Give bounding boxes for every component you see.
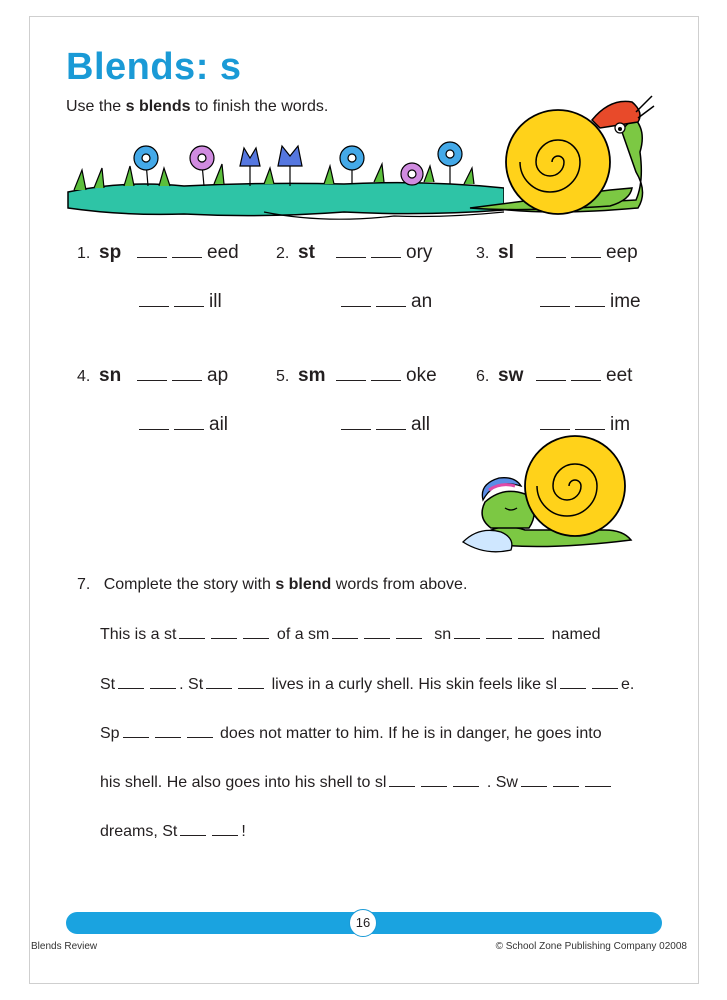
blank-line[interactable]: [139, 292, 169, 307]
story-line-1: This is a st of a sm sn named: [100, 626, 601, 643]
blank-line[interactable]: [155, 725, 181, 738]
blank-line[interactable]: [212, 823, 238, 836]
blank-line[interactable]: [238, 676, 264, 689]
exercise-4-second: [139, 414, 228, 436]
footer-right: © School Zone Publishing Company 02008: [495, 941, 687, 952]
blank-line[interactable]: [150, 676, 176, 689]
word-ending: eed: [207, 242, 239, 263]
blank-line[interactable]: [585, 774, 611, 787]
exercise-2: [276, 242, 432, 264]
blank-line[interactable]: [571, 366, 601, 381]
exercise-3: [476, 242, 638, 264]
word-ending: oke: [406, 365, 437, 386]
blank-line[interactable]: [243, 626, 269, 639]
blank-line[interactable]: [575, 292, 605, 307]
exercise-3-second: [540, 291, 641, 313]
blank-line[interactable]: [553, 774, 579, 787]
blank-line[interactable]: [172, 243, 202, 258]
story-line-4: his shell. He also goes into his shell to sl . Sw: [100, 774, 614, 792]
word-ending: eet: [606, 365, 633, 386]
blend-label: sp: [99, 242, 122, 263]
blank-line[interactable]: [536, 243, 566, 258]
blank-line[interactable]: [332, 626, 358, 639]
question-number: 7.: [77, 576, 91, 593]
blend-label: st: [298, 242, 315, 263]
blend-label: sm: [298, 365, 326, 386]
story-line-3: Sp does not matter to him. If he is in danger, he goes into: [100, 725, 602, 742]
blank-line[interactable]: [364, 626, 390, 639]
blank-line[interactable]: [421, 774, 447, 787]
instructions: Use the s blends to finish the words.: [66, 98, 329, 115]
exercise-number: 6.: [476, 368, 490, 385]
word-ending: ime: [610, 291, 641, 312]
exercise-1-second: [139, 291, 222, 313]
blank-line[interactable]: [172, 366, 202, 381]
blank-line[interactable]: [454, 626, 480, 639]
blank-line[interactable]: [211, 626, 237, 639]
word-ending: an: [411, 291, 433, 312]
exercise-1: [77, 242, 239, 264]
blank-line[interactable]: [571, 243, 601, 258]
exercise-5-second: [341, 414, 430, 436]
sleeping-snail-illustration: [455, 434, 640, 559]
blank-line[interactable]: [206, 676, 232, 689]
exercise-number: 3.: [476, 245, 490, 262]
blank-line[interactable]: [518, 626, 544, 639]
story-line-5: dreams, St !: [100, 823, 246, 840]
exercise-4: [77, 365, 228, 387]
blank-line[interactable]: [389, 774, 415, 787]
blank-line[interactable]: [336, 243, 366, 258]
blank-line[interactable]: [575, 415, 605, 430]
exercise-6-second: [540, 414, 630, 436]
blank-line[interactable]: [536, 366, 566, 381]
word-ending: ory: [406, 242, 433, 263]
word-ending: eep: [606, 242, 638, 263]
snail-with-cap-illustration: [460, 92, 670, 222]
exercise-2-second: [341, 291, 432, 313]
blank-line[interactable]: [137, 366, 167, 381]
exercise-number: 5.: [276, 368, 290, 385]
blank-line[interactable]: [376, 415, 406, 430]
exercise-number: 2.: [276, 245, 290, 262]
blank-line[interactable]: [118, 676, 144, 689]
word-ending: im: [610, 414, 631, 435]
blank-line[interactable]: [174, 415, 204, 430]
blank-line[interactable]: [336, 366, 366, 381]
blank-line[interactable]: [560, 676, 586, 689]
blank-line[interactable]: [486, 626, 512, 639]
blank-line[interactable]: [139, 415, 169, 430]
word-ending: ail: [209, 414, 229, 435]
blank-line[interactable]: [453, 774, 479, 787]
blank-line[interactable]: [341, 292, 371, 307]
footer-left: Blends Review: [31, 941, 98, 952]
exercise-6: [476, 365, 632, 387]
blank-line[interactable]: [341, 415, 371, 430]
exercise-number: 4.: [77, 368, 91, 385]
word-ending: ill: [209, 291, 222, 312]
word-ending: all: [411, 414, 431, 435]
page-number: 16: [349, 909, 377, 937]
blank-line[interactable]: [123, 725, 149, 738]
blank-line[interactable]: [137, 243, 167, 258]
story-line-2: St . St lives in a curly shell. His skin feels like sl e.: [100, 676, 635, 693]
exercise-number: 1.: [77, 245, 91, 262]
blank-line[interactable]: [371, 366, 401, 381]
blank-line[interactable]: [376, 292, 406, 307]
flower-strip-illustration: [64, 140, 504, 225]
blend-label: sw: [498, 365, 524, 386]
blank-line[interactable]: [396, 626, 422, 639]
blank-line[interactable]: [521, 774, 547, 787]
blank-line[interactable]: [179, 626, 205, 639]
question-7: 7. Complete the story with s blend words from above.: [77, 576, 468, 593]
exercise-5: [276, 365, 437, 387]
blank-line[interactable]: [174, 292, 204, 307]
blank-line[interactable]: [187, 725, 213, 738]
word-ending: ap: [207, 365, 229, 386]
blank-line[interactable]: [180, 823, 206, 836]
blank-line[interactable]: [540, 292, 570, 307]
blank-line[interactable]: [540, 415, 570, 430]
blank-line[interactable]: [371, 243, 401, 258]
blend-label: sn: [99, 365, 122, 386]
blank-line[interactable]: [592, 676, 618, 689]
page-title: Blends: s: [66, 46, 242, 88]
blend-label: sl: [498, 242, 514, 263]
